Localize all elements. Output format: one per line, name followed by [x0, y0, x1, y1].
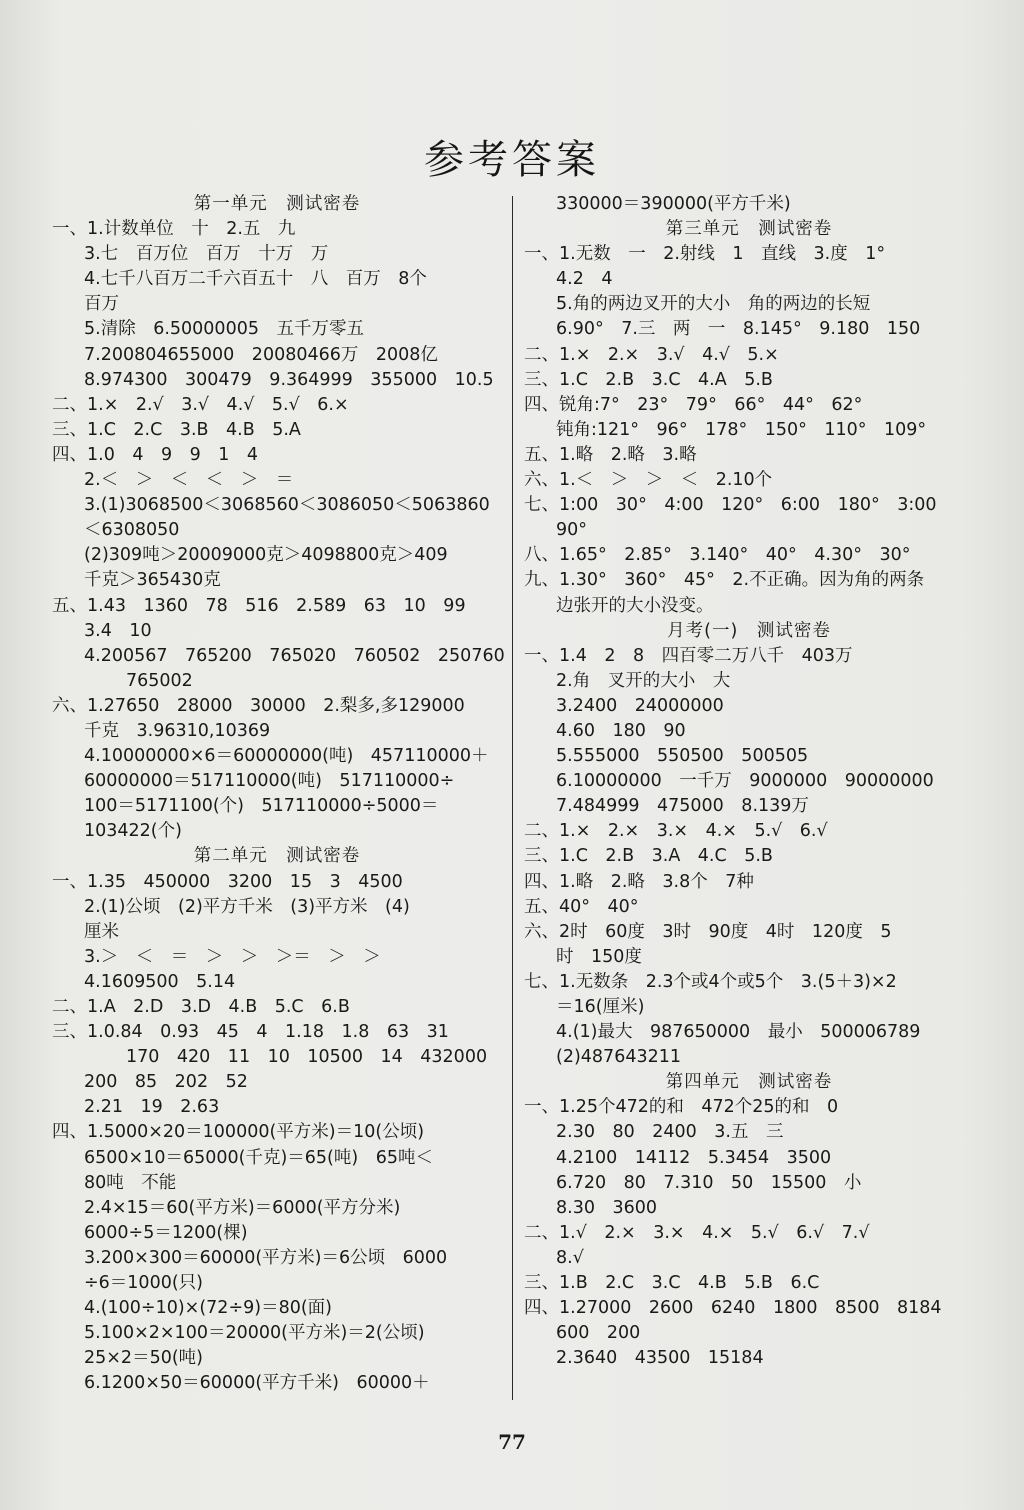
answer-line: 五、1.43 1360 78 516 2.589 63 10 99: [52, 595, 466, 616]
answer-line: 600 200: [556, 1323, 641, 1344]
answer-line: 五、40° 40°: [524, 896, 639, 917]
answer-line: 二、1.× 2.× 3.√ 4.√ 5.×: [524, 344, 779, 365]
answer-line: 四、1.略 2.略 3.8个 7种: [524, 871, 754, 892]
answer-line: 6.10000000 一千万 9000000 90000000: [556, 771, 934, 792]
answer-line: 5.555000 550500 500505: [556, 746, 809, 767]
answer-line: 3.200×300＝60000(平方米)＝6公顷 6000: [84, 1247, 448, 1268]
section-heading: 月考(一) 测试密卷: [667, 620, 831, 641]
answer-line: 25×2＝50(吨): [84, 1348, 203, 1369]
answer-line: 2.30 80 2400 3.五 三: [556, 1122, 784, 1143]
answer-line: 钝角:121° 96° 178° 150° 110° 109°: [556, 419, 927, 440]
answer-line: 2.＜ ＞ ＜ ＜ ＞ ＝: [84, 470, 294, 491]
answer-line: 三、1.C 2.B 3.A 4.C 5.B: [524, 846, 773, 867]
answer-line: 六、2时 60度 3时 90度 4时 120度 5: [524, 921, 892, 942]
section-heading: 第二单元 测试密卷: [193, 846, 361, 867]
answer-line: 三、1.B 2.C 3.C 4.B 5.B 6.C: [524, 1273, 820, 1294]
answer-line: 二、1.× 2.× 3.× 4.× 5.√ 6.√: [524, 821, 828, 842]
answer-line: 3.(1)3068500＜3068560＜3086050＜5063860: [84, 495, 490, 516]
answer-line: 边张开的大小没变。: [556, 595, 714, 616]
answer-line: 4.(100÷10)×(72÷9)＝80(面): [84, 1298, 332, 1319]
answer-line: 二、1.A 2.D 3.D 4.B 5.C 6.B: [52, 997, 350, 1017]
answer-line: 8.30 3600: [556, 1197, 658, 1218]
answer-line: 六、1.＜ ＞ ＞ ＜ 2.10个: [524, 470, 773, 491]
answer-line: 四、1.0 4 9 9 1 4: [52, 444, 259, 465]
answer-line: 六、1.27650 28000 30000 2.梨多,多129000: [52, 695, 465, 716]
answer-line: 4.1609500 5.14: [84, 971, 236, 992]
answer-line: 3.2400 24000000: [556, 695, 724, 716]
answer-line: 千克 3.96310,10369: [84, 720, 271, 741]
answer-line: 一、1.4 2 8 四百零二万八千 403万: [524, 645, 853, 666]
answer-line: 90°: [556, 520, 588, 541]
answer-line: 4.200567 765200 765020 760502 250760: [84, 645, 505, 666]
answer-line: 千克＞365430克: [84, 570, 221, 591]
answer-line: 三、1.C 2.C 3.B 4.B 5.A: [52, 419, 301, 440]
answer-line: 3.七 百万位 百万 十万 万: [84, 244, 329, 265]
answer-line: 3.＞ ＜ ＝ ＞ ＞ ＞＝ ＞ ＞: [84, 946, 381, 967]
right-column: [524, 192, 974, 1371]
answer-line: 2.4×15＝60(平方米)＝6000(平方分米): [84, 1197, 401, 1218]
answer-line: 7.484999 475000 8.139万: [556, 796, 809, 817]
answer-line: 二、1.√ 2.× 3.× 4.× 5.√ 6.√ 7.√: [524, 1222, 870, 1243]
answer-line: 5.清除 6.50000005 五千万零五: [84, 319, 364, 340]
answer-line: 四、1.27000 2600 6240 1800 8500 8184: [524, 1298, 942, 1319]
answer-line: (2)309吨＞20009000克＞4098800克＞409: [84, 545, 448, 566]
answer-line: ＜6308050: [84, 520, 180, 541]
answer-line: ＝16(厘米): [556, 997, 645, 1017]
answer-line: 3.4 10: [84, 620, 152, 641]
answer-line: 8.√: [556, 1247, 584, 1268]
answer-line: 330000＝390000(平方千米): [556, 194, 791, 214]
left-column: [52, 192, 505, 1397]
answer-line: 七、1:00 30° 4:00 120° 6:00 180° 3:00: [524, 495, 937, 516]
answer-line: 6.1200×50＝60000(平方千米) 60000＋: [84, 1373, 430, 1394]
answer-line: 一、1.计数单位 十 2.五 九: [52, 219, 296, 240]
answer-line: 四、锐角:7° 23° 79° 66° 44° 62°: [524, 394, 863, 415]
answer-line: 七、1.无数条 2.3个或4个或5个 3.(5＋3)×2: [524, 971, 897, 992]
answer-line: 三、1.0.84 0.93 45 4 1.18 1.8 63 31: [52, 1022, 449, 1043]
column-divider: [512, 196, 513, 1400]
answer-line: 时 150度: [556, 946, 642, 967]
answer-line: 4.60 180 90: [556, 720, 686, 741]
page-number: 77: [498, 1430, 526, 1454]
answer-line: 60000000＝517110000(吨) 517110000÷: [84, 771, 455, 792]
answer-line: 5.100×2×100＝20000(平方米)＝2(公顷): [84, 1323, 425, 1344]
answer-line: ÷6＝1000(只): [84, 1273, 203, 1294]
answer-line: 百万: [84, 294, 119, 315]
answer-line: 五、1.略 2.略 3.略: [524, 444, 697, 465]
answer-line: 四、1.5000×20＝100000(平方米)＝10(公顷): [52, 1122, 425, 1143]
answer-line: 八、1.65° 2.85° 3.140° 40° 4.30° 30°: [524, 545, 911, 566]
answer-line: 5.角的两边叉开的大小 角的两边的长短: [556, 294, 871, 315]
answer-line: (2)487643211: [556, 1047, 681, 1068]
answer-line: 一、1.25个472的和 472个25的和 0: [524, 1097, 839, 1118]
answer-line: 2.21 19 2.63: [84, 1097, 220, 1118]
answer-line: 765002: [126, 670, 193, 691]
answer-line: 2.角 叉开的大小 大: [556, 670, 731, 691]
section-heading: 第三单元 测试密卷: [665, 219, 833, 240]
answer-line: 8.974300 300479 9.364999 355000 10.5: [84, 369, 494, 390]
answer-line: 103422(个): [84, 821, 182, 842]
answer-line: 4.2 4: [556, 269, 613, 290]
answer-line: 2.(1)公顷 (2)平方千米 (3)平方米 (4): [84, 896, 410, 917]
answer-line: 100＝5171100(个) 517110000÷5000＝: [84, 796, 439, 817]
answer-line: 厘米: [84, 921, 119, 942]
section-heading: 第四单元 测试密卷: [665, 1072, 833, 1093]
answer-line: 一、1.无数 一 2.射线 1 直线 3.度 1°: [524, 244, 886, 265]
answer-line: 4.(1)最大 987650000 最小 500006789: [556, 1022, 921, 1043]
answer-line: 九、1.30° 360° 45° 2.不正确。因为角的两条: [524, 570, 925, 591]
answer-line: 6.720 80 7.310 50 15500 小: [556, 1172, 862, 1193]
answer-line: 4.七千八百万二千六百五十 八 百万 8个: [84, 269, 427, 290]
answer-line: 2.3640 43500 15184: [556, 1348, 764, 1369]
answer-line: 二、1.× 2.√ 3.√ 4.√ 5.√ 6.×: [52, 394, 349, 415]
answer-line: 80吨 不能: [84, 1172, 177, 1193]
page-title: 参考答案: [424, 137, 600, 183]
answer-line: 7.200804655000 20080466万 2008亿: [84, 344, 438, 365]
answer-line: 200 85 202 52: [84, 1072, 248, 1093]
answer-line: 6.90° 7.三 两 一 8.145° 9.180 150: [556, 319, 921, 340]
answer-line: 170 420 11 10 10500 14 432000: [126, 1047, 488, 1068]
answer-line: 6000÷5＝1200(棵): [84, 1222, 248, 1243]
answer-line: 4.2100 14112 5.3454 3500: [556, 1147, 832, 1168]
answer-line: 一、1.35 450000 3200 15 3 4500: [52, 871, 403, 892]
answer-line: 6500×10＝65000(千克)＝65(吨) 65吨＜: [84, 1147, 433, 1168]
answer-line: 三、1.C 2.B 3.C 4.A 5.B: [524, 369, 773, 390]
section-heading: 第一单元 测试密卷: [193, 194, 361, 214]
answer-line: 4.10000000×6＝60000000(吨) 457110000＋: [84, 746, 489, 767]
